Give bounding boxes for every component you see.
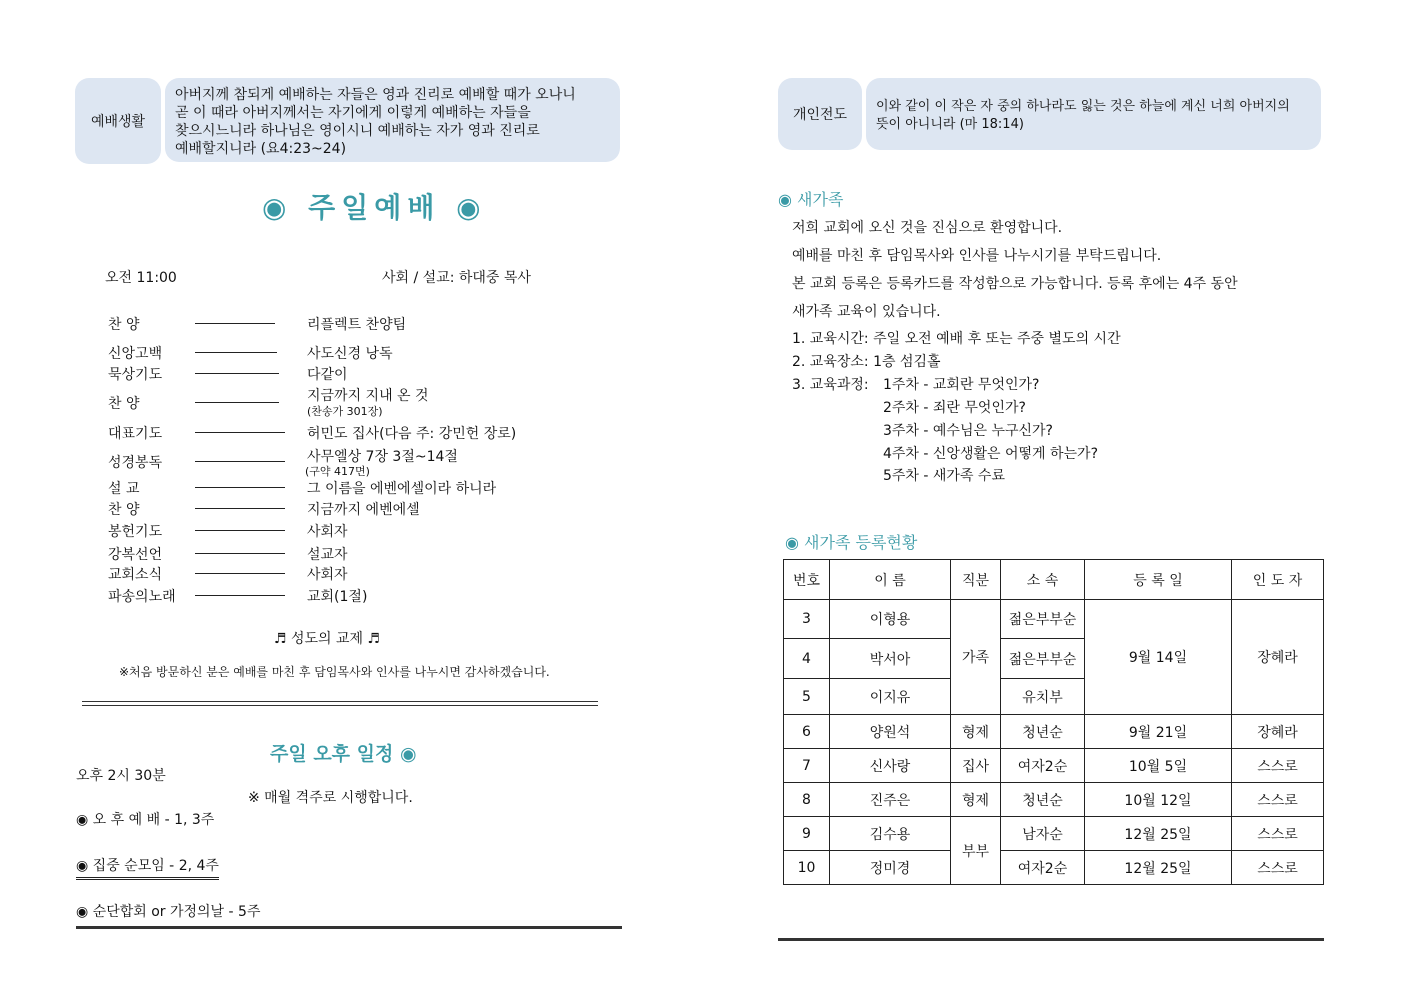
cell-date: 10월 12일 <box>1085 783 1232 817</box>
order-item: 사회자 <box>307 567 348 583</box>
cell-group: 청년순 <box>1001 715 1085 749</box>
cell-guide: 스스로 <box>1232 817 1324 851</box>
service-time: 오전 11:00 <box>105 270 177 286</box>
order-name: 파송의노래 <box>108 589 176 605</box>
order-name: 찬 양 <box>108 502 140 518</box>
cell-name: 이지유 <box>830 679 951 715</box>
divider <box>76 926 622 929</box>
order-item: 다같이 <box>307 367 348 383</box>
verse-line: 이와 같이 이 작은 자 중의 하나라도 잃는 것은 하늘에 계신 너희 아버지의 <box>876 99 1290 114</box>
cell-no: 6 <box>784 715 830 749</box>
cell-group: 남자순 <box>1001 817 1085 851</box>
cell-no: 3 <box>784 600 830 639</box>
cell-no: 10 <box>784 851 830 885</box>
table-row <box>784 851 1324 885</box>
newcomer-line: 새가족 교육이 있습니다. <box>792 304 941 320</box>
afternoon-item: ◉ 오 후 예 배 - 1, 3주 <box>76 812 215 828</box>
order-item: 사도신경 낭독 <box>307 346 393 362</box>
afternoon-note: ※ 매월 격주로 시행합니다. <box>248 790 413 806</box>
verse-line: 아버지께 참되게 예배하는 자들은 영과 진리로 예배할 때가 오나니 <box>175 87 576 103</box>
order-item: 리플렉트 찬양팀 <box>307 317 407 333</box>
evangelism-label-text: 개인전도 <box>792 107 848 123</box>
fellowship-text: ♬ 성도의 교제 ♬ <box>274 631 381 647</box>
order-name: 신앙고백 <box>108 346 163 362</box>
cell-date: 9월 21일 <box>1085 715 1232 749</box>
cell-name: 신사랑 <box>830 749 951 783</box>
table-row <box>784 783 1324 817</box>
table-header: 이 름 <box>830 560 951 600</box>
cell-guide: 스스로 <box>1232 783 1324 817</box>
afternoon-title: 주일 오후 일정 ◉ <box>270 743 417 765</box>
newcomer-line: 본 교회 등록은 등록카드를 작성함으로 가능합니다. 등록 후에는 4주 동안 <box>792 276 1238 292</box>
service-leader: 사회 / 설교: 하대중 목사 <box>382 270 531 286</box>
service-title: ◉ 주일예배 ◉ <box>262 191 487 224</box>
cell-role: 형제 <box>951 783 1001 817</box>
order-item: 그 이름을 에벤에셀이라 하니라 <box>307 481 497 497</box>
order-sub: (구약 417면) <box>305 465 370 478</box>
table-row <box>784 600 1324 639</box>
order-name: 묵상기도 <box>108 367 163 383</box>
divider <box>195 595 285 596</box>
afternoon-time: 오후 2시 30분 <box>76 768 166 784</box>
cell-guide: 스스로 <box>1232 749 1324 783</box>
order-name: 대표기도 <box>108 426 163 442</box>
cell-guide: 장혜라 <box>1232 715 1324 749</box>
table-header: 번호 <box>784 560 830 600</box>
verse-line: 뜻이 아니니라 (마 18:14) <box>876 117 1024 132</box>
course-item: 1주차 - 교회란 무엇인가? <box>883 377 1040 393</box>
order-item: 사회자 <box>307 524 348 540</box>
table-row <box>784 817 1324 851</box>
evangelism-verse <box>866 78 1321 150</box>
cell-guide: 스스로 <box>1232 851 1324 885</box>
divider <box>195 487 285 488</box>
cell-group: 여자2순 <box>1001 749 1085 783</box>
cell-name: 김수용 <box>830 817 951 851</box>
cell-date: 12월 25일 <box>1085 817 1232 851</box>
order-name: 교회소식 <box>108 567 163 583</box>
cell-role: 부부 <box>951 817 1001 885</box>
verse-line: 찾으시느니라 하나님은 영이시니 예배하는 자가 영과 진리로 <box>175 123 540 139</box>
registration-title: ◉ 새가족 등록현황 <box>785 533 918 552</box>
cell-name: 박서아 <box>830 639 951 679</box>
cell-no: 9 <box>784 817 830 851</box>
divider <box>195 352 277 353</box>
cell-name: 정미경 <box>830 851 951 885</box>
cell-name: 진주은 <box>830 783 951 817</box>
cell-date: 10월 5일 <box>1085 749 1232 783</box>
edu-course-label: 3. 교육과정: <box>792 377 869 393</box>
order-item: 설교자 <box>307 547 348 563</box>
worship-life-label <box>75 78 161 164</box>
divider <box>195 373 279 374</box>
course-item: 4주차 - 신앙생활은 어떻게 하는가? <box>883 446 1099 462</box>
table-header-row <box>784 560 1324 600</box>
divider <box>195 432 285 433</box>
course-item: 3주차 - 예수님은 누구신가? <box>883 423 1053 439</box>
cell-no: 8 <box>784 783 830 817</box>
divider <box>195 508 285 509</box>
registration-table <box>783 559 1324 885</box>
cell-group: 청년순 <box>1001 783 1085 817</box>
cell-group: 여자2순 <box>1001 851 1085 885</box>
divider <box>195 402 279 403</box>
cell-no: 5 <box>784 679 830 715</box>
order-item: 교회(1절) <box>307 589 368 605</box>
order-name: 강복선언 <box>108 547 163 563</box>
cell-guide: 장혜라 <box>1232 600 1324 715</box>
newcomer-line: 저희 교회에 오신 것을 진심으로 환영합니다. <box>792 220 1063 236</box>
divider <box>82 701 598 706</box>
divider <box>195 530 285 531</box>
cell-group: 젊은부부순 <box>1001 600 1085 639</box>
worship-life-verse <box>165 78 620 162</box>
divider <box>195 461 285 462</box>
cell-role: 집사 <box>951 749 1001 783</box>
verse-line: 곧 이 때라 아버지께서는 자기에게 이렇게 예배하는 자들을 <box>175 105 531 121</box>
cell-name: 양원석 <box>830 715 951 749</box>
cell-no: 7 <box>784 749 830 783</box>
table-header: 등 록 일 <box>1085 560 1232 600</box>
edu-place: 2. 교육장소: 1층 섬김홀 <box>792 354 941 370</box>
afternoon-item: ◉ 집중 순모임 - 2, 4주 <box>76 855 219 880</box>
divider <box>195 573 285 574</box>
order-item: 허민도 집사(다음 주: 강민헌 장로) <box>307 426 517 442</box>
cell-role: 가족 <box>951 600 1001 715</box>
table-row <box>784 715 1324 749</box>
newcomer-line: 예배를 마친 후 담임목사와 인사를 나누시기를 부탁드립니다. <box>792 248 1162 264</box>
order-name: 찬 양 <box>108 396 140 412</box>
order-name: 찬 양 <box>108 317 140 333</box>
cell-date: 12월 25일 <box>1085 851 1232 885</box>
table-header: 직분 <box>951 560 1001 600</box>
evangelism-label <box>778 78 862 150</box>
order-name: 성경봉독 <box>108 455 163 471</box>
order-item: 지금까지 에벤에셀 <box>307 502 420 518</box>
divider <box>195 323 275 324</box>
cell-date: 9월 14일 <box>1085 600 1232 715</box>
cell-name: 이형용 <box>830 600 951 639</box>
order-name: 설 교 <box>108 481 140 497</box>
order-name: 봉헌기도 <box>108 524 163 540</box>
order-sub: (찬송가 301장) <box>307 405 383 418</box>
verse-line: 예배할지니라 (요4:23~24) <box>175 141 347 157</box>
divider <box>778 938 1324 941</box>
course-item: 2주차 - 죄란 무엇인가? <box>883 400 1026 416</box>
cell-no: 4 <box>784 639 830 679</box>
order-item: 사무엘상 7장 3절~14절 <box>307 449 458 465</box>
visitor-note: ※처음 방문하신 분은 예배를 마친 후 담임목사와 인사를 나누시면 감사하겠습니다. <box>119 665 550 679</box>
table-header: 인 도 자 <box>1232 560 1324 600</box>
cell-group: 젊은부부순 <box>1001 639 1085 679</box>
cell-group: 유치부 <box>1001 679 1085 715</box>
edu-time: 1. 교육시간: 주일 오전 예배 후 또는 주중 별도의 시간 <box>792 331 1121 347</box>
course-item: 5주차 - 새가족 수료 <box>883 468 1005 484</box>
worship-life-label-text: 예배생활 <box>90 114 146 130</box>
divider <box>195 553 285 554</box>
newcomer-title: ◉ 새가족 <box>778 190 844 209</box>
order-item: 지금까지 지내 온 것 <box>307 388 429 404</box>
table-row <box>784 749 1324 783</box>
afternoon-item: ◉ 순단합회 or 가정의날 - 5주 <box>76 904 261 920</box>
table-header: 소 속 <box>1001 560 1085 600</box>
cell-role: 형제 <box>951 715 1001 749</box>
